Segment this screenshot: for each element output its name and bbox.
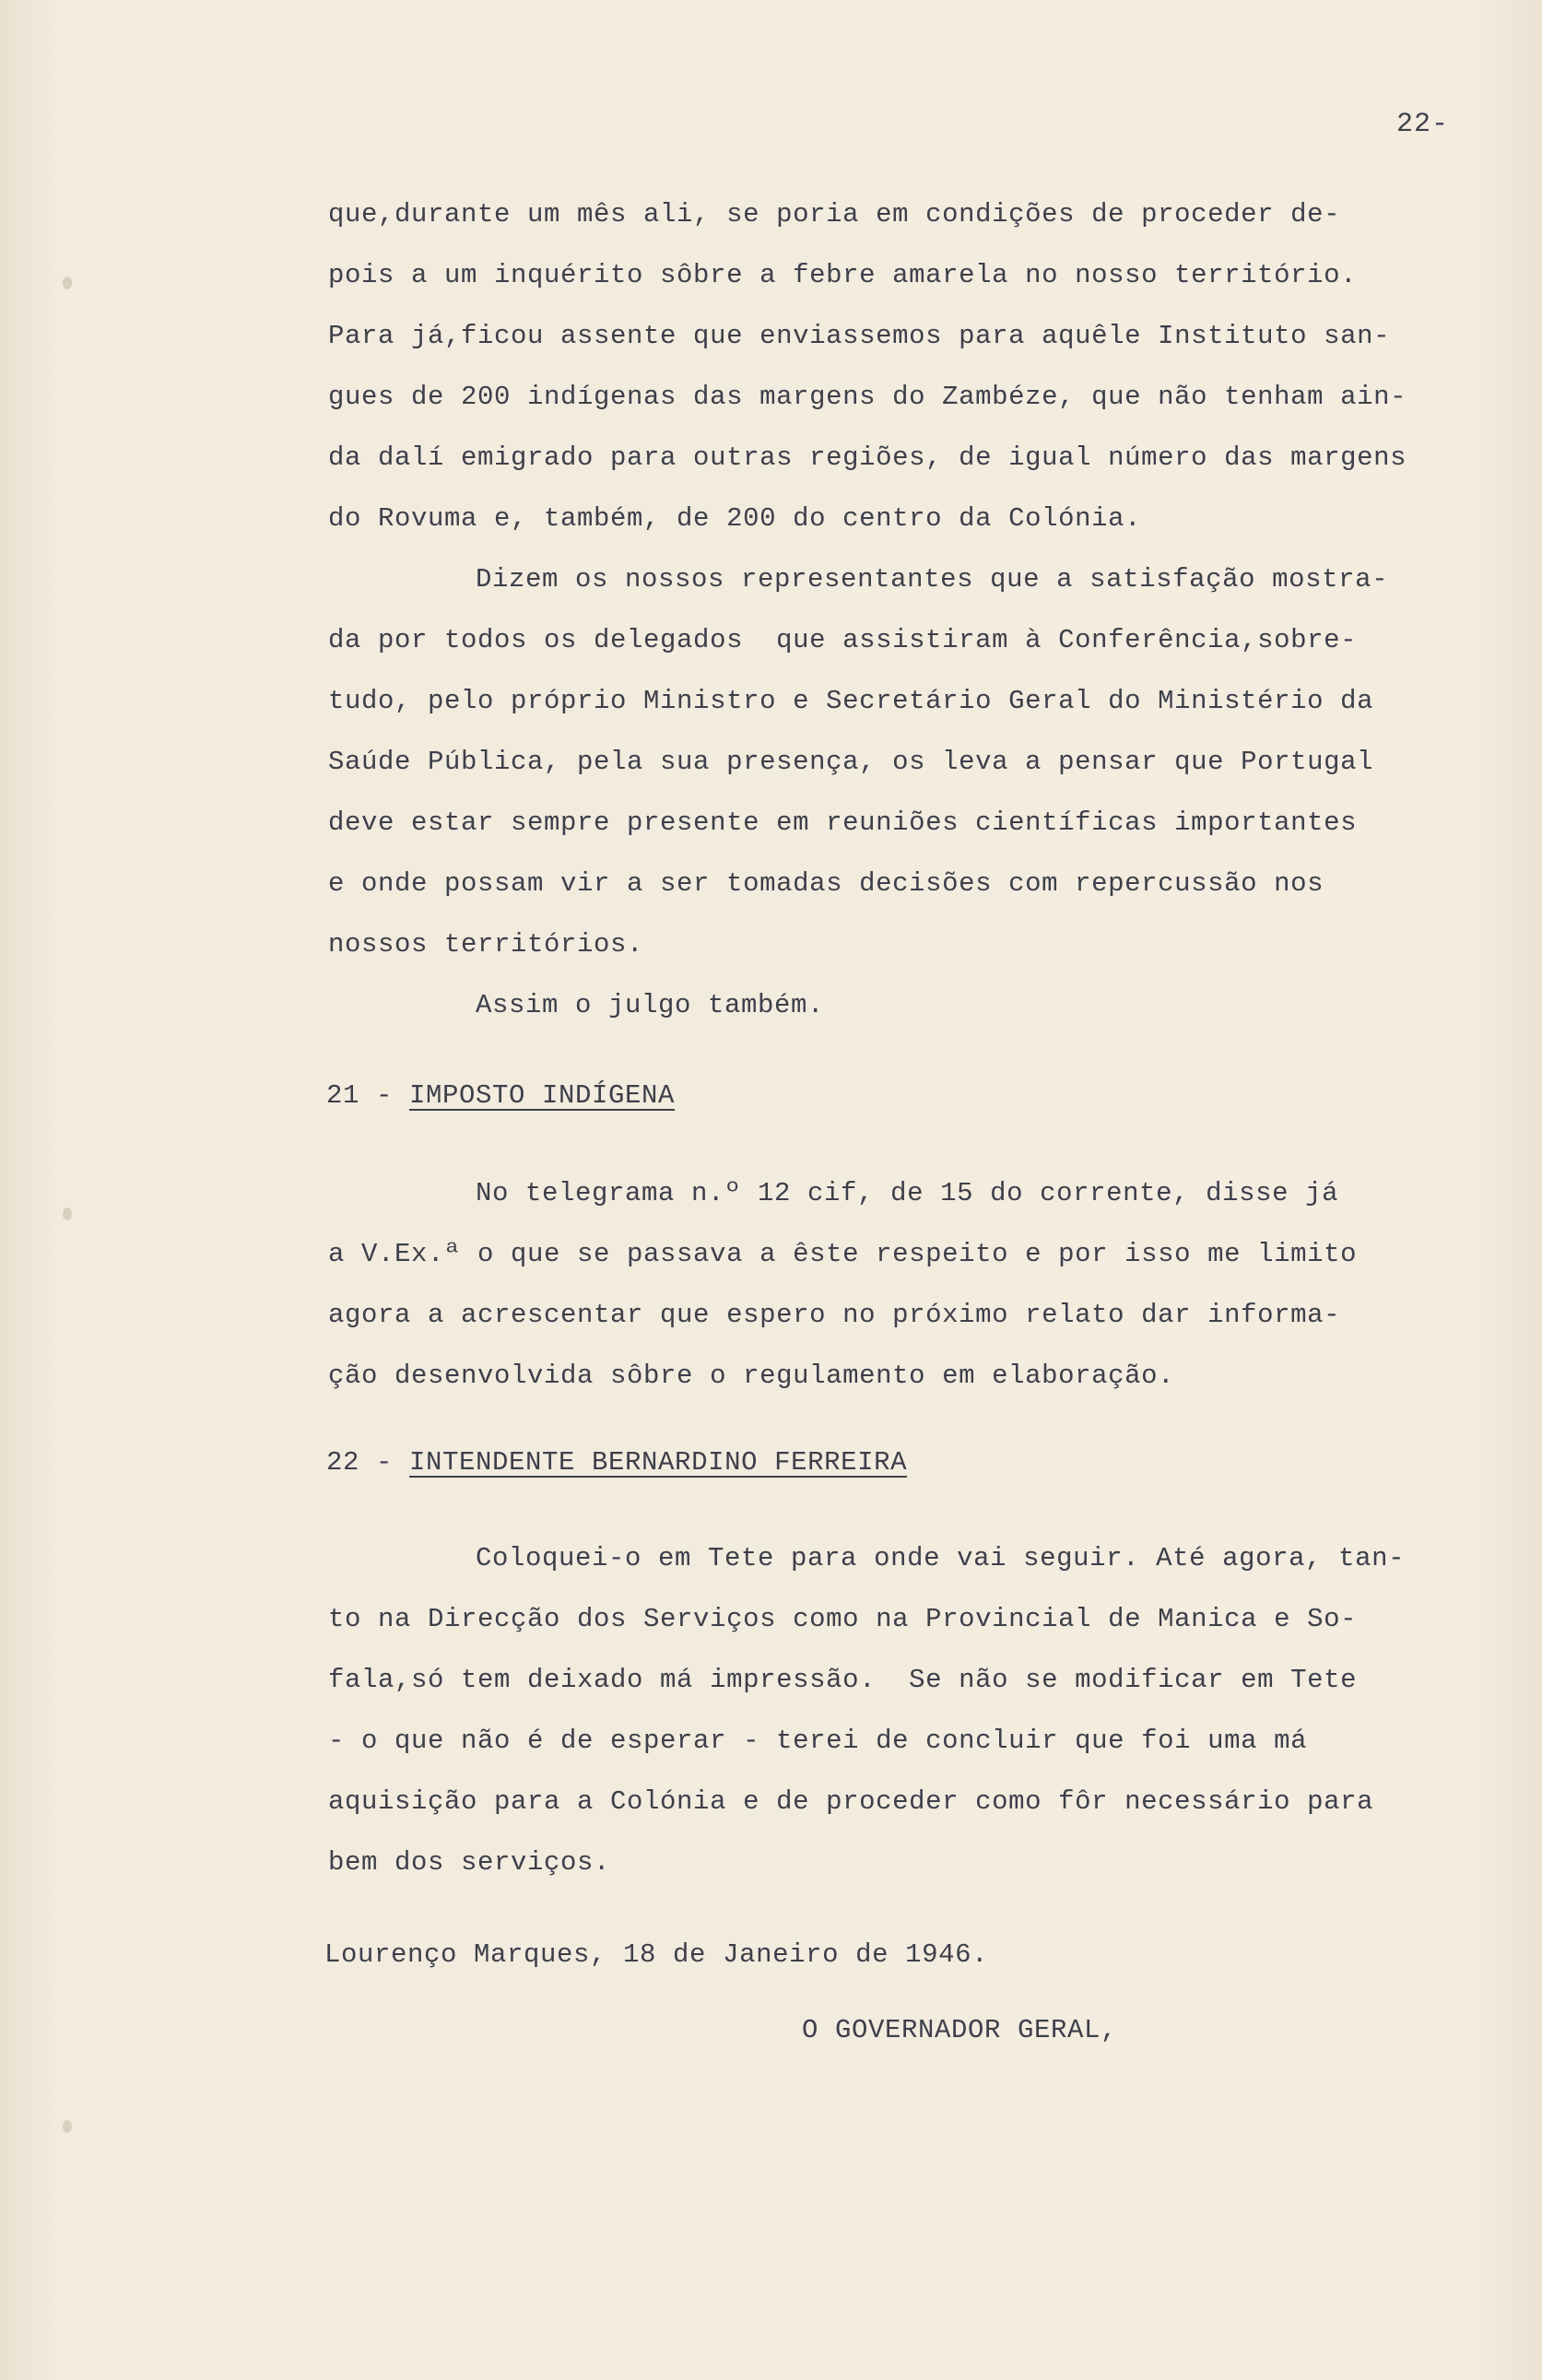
text-line: e onde possam vir a ser tomadas decisões com repercussão nos	[328, 868, 1324, 899]
paragraph-1	[328, 184, 1526, 549]
section-title: IMPOSTO INDÍGENA	[409, 1080, 676, 1111]
text-line: deve estar sempre presente em reuniões científicas importantes	[328, 807, 1358, 838]
text-line: da por todos os delegados que assistiram à Conferência,sobre-	[328, 625, 1358, 655]
text-line: fala,só tem deixado má impressão. Se não se modificar em Tete	[328, 1665, 1358, 1695]
paragraph-3	[328, 975, 1526, 1036]
punch-mark	[63, 2120, 72, 2133]
page-number: 22-	[1396, 109, 1450, 140]
section-number: 21 -	[326, 1080, 410, 1111]
text-line: do Rovuma e, também, de 200 do centro da Colónia.	[328, 503, 1142, 534]
section-22-heading	[326, 1447, 907, 1478]
text-line: pois a um inquérito sôbre a febre amarela no nosso território.	[328, 260, 1358, 290]
text-line: agora a acrescentar que espero no próximo relato dar informa-	[328, 1300, 1341, 1330]
dateline: Lourenço Marques, 18 de Janeiro de 1946.	[324, 1939, 989, 1970]
text-line: aquisição para a Colónia e de proceder como fôr necessário para	[328, 1786, 1374, 1817]
section-21-heading	[326, 1080, 675, 1111]
signature-block: O GOVERNADOR GERAL,	[802, 2015, 1118, 2045]
text-line: Dizem os nossos representantes que a satisfação mostra-	[476, 564, 1389, 595]
text-line: que,durante um mês ali, se poria em condições de proceder de-	[328, 199, 1341, 230]
section-title: INTENDENTE BERNARDINO FERREIRA	[409, 1447, 908, 1478]
text-line: No telegrama n.º 12 cif, de 15 do corrente, disse já	[476, 1178, 1339, 1208]
text-line: Para já,ficou assente que enviassemos para aquêle Instituto san-	[328, 321, 1391, 351]
text-line: ção desenvolvida sôbre o regulamento em elaboração.	[328, 1361, 1175, 1391]
text-line: Assim o julgo também.	[476, 990, 825, 1020]
text-line: to na Direcção dos Serviços como na Provincial de Manica e So-	[328, 1604, 1358, 1634]
text-line: Saúde Pública, pela sua presença, os leva a pensar que Portugal	[328, 747, 1374, 777]
paragraph-2	[328, 549, 1526, 975]
text-line: da dalí emigrado para outras regiões, de igual número das margens	[328, 442, 1407, 473]
punch-mark	[63, 1208, 72, 1220]
text-line: gues de 200 indígenas das margens do Zambéze, que não tenham ain-	[328, 382, 1407, 412]
text-line: tudo, pelo próprio Ministro e Secretário Geral do Ministério da	[328, 686, 1374, 716]
text-line: a V.Ex.ª o que se passava a êste respeito e por isso me limito	[328, 1239, 1358, 1269]
section-21-body	[328, 1163, 1526, 1407]
text-line: - o que não é de esperar - terei de concluir que foi uma má	[328, 1726, 1308, 1756]
section-number: 22 -	[326, 1447, 410, 1478]
text-line: bem dos serviços.	[328, 1847, 611, 1878]
punch-mark	[63, 277, 72, 289]
text-line: nossos territórios.	[328, 929, 644, 960]
text-line: Coloquei-o em Tete para onde vai seguir. Até agora, tan-	[476, 1543, 1406, 1573]
section-22-body	[328, 1528, 1526, 1893]
